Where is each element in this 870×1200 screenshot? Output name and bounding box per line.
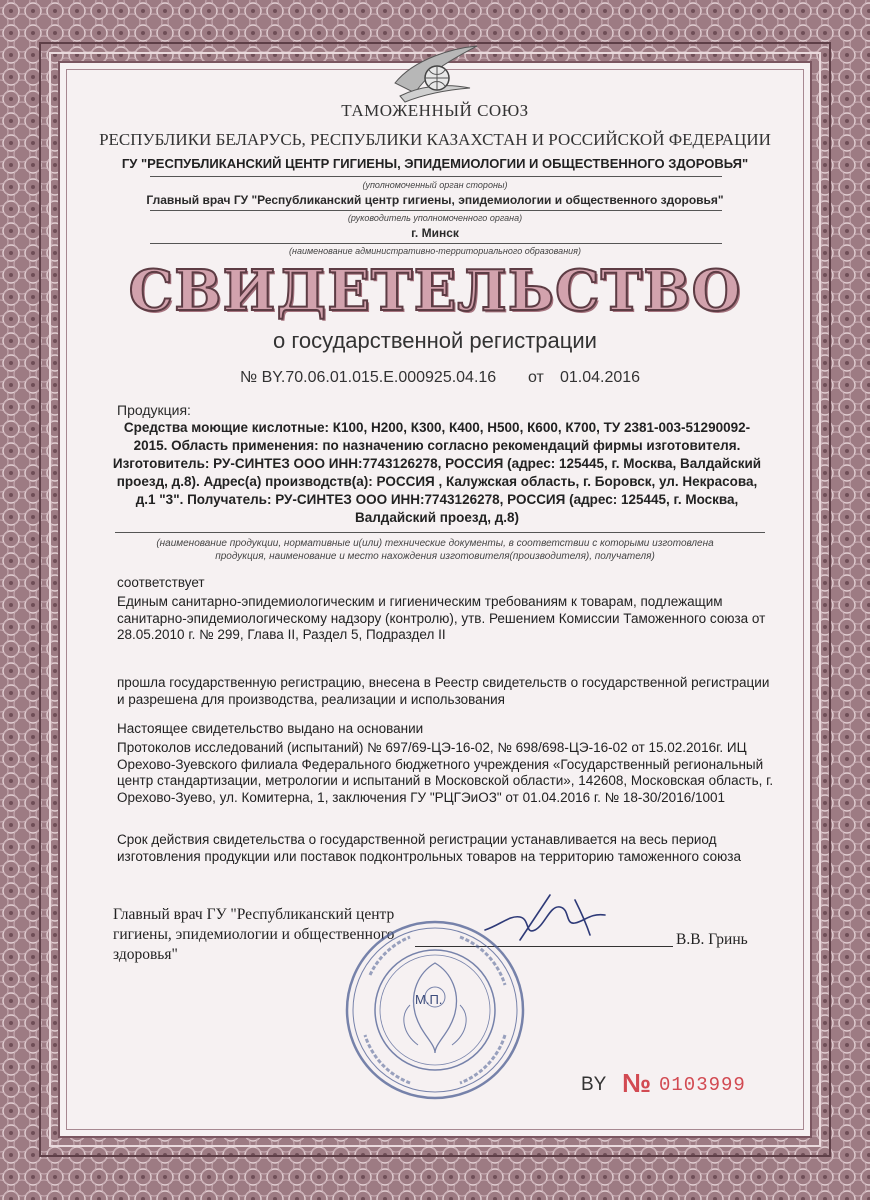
- basis-label: Настоящее свидетельство выдано на основании: [117, 721, 424, 736]
- republics-line: РЕСПУБЛИКИ БЕЛАРУСЬ, РЕСПУБЛИКИ КАЗАХСТАН И РОССИЙСКОЙ ФЕДЕРАЦИИ: [99, 130, 771, 149]
- authority-underline: [150, 176, 722, 177]
- serial-number-sign: №: [622, 1068, 651, 1098]
- customs-union-emblem-icon: [385, 38, 485, 108]
- signatory-title: Главный врач ГУ "Республиканский центр гигиены, эпидемиологии и общественного здоровья": [113, 906, 395, 963]
- product-label: Продукция:: [117, 402, 191, 418]
- handwritten-signature: [480, 885, 630, 945]
- product-description: Средства моющие кислотные: К100, Н200, К300, К400, Н500, К600, К700, ТУ 2381-003-51290092-2015. Область применения: по назначению согласно рекомендаций фирмы изготовителя. Изготовитель: РУ-СИНТЕЗ ООО ИНН:7743126278, РОССИЯ (адрес: 125445, г. Москва, Валдайский проезд, д.8). Адрес(а) производств(а): РОССИЯ , Калужская область, г. Боровск, ул. Некрасова, д.1 "3". Получатель: РУ-СИНТЕЗ ООО ИНН:7743126278, РОССИЯ (адрес: 125445, г. Москва, Валдайский проезд, д.8): [112, 420, 762, 525]
- head-doctor-caption: (руководитель уполномоченного органа): [347, 213, 523, 223]
- city-caption: (наименование административно-территориального образования): [289, 246, 581, 256]
- product-caption: (наименование продукции, нормативные и(или) технические документы, в соответствии с которыми изготовлена продукция, наименование и место нахождения изготовителя(производителя), получателя): [156, 538, 714, 562]
- basis-text: Протоколов исследований (испытаний) № 697/69-ЦЭ-16-02, № 698/698-ЦЭ-16-02 от 15.02.2016г. ИЦ Орехово-Зуевского филиала Федерального бюджетного учреждения «Государственный региональный центр стандартизации, метрологии и испытаний в Московской области», 142608, Московская область, г. Орехово-Зуево, ул. Комитерна, 1, заключения ГУ "РЦГЭиОЗ" от 01.04.2016 г. № 18-30/2016/1001: [117, 740, 774, 805]
- certificate-title: СВИДЕТЕЛЬСТВО: [128, 258, 742, 324]
- serial-country-code: BY: [581, 1074, 607, 1095]
- certificate-subtitle: о государственной регистрации: [273, 328, 597, 353]
- stamp-label: М.П.: [415, 992, 443, 1007]
- union-title: ТАМОЖЕННЫЙ СОЮЗ: [341, 101, 529, 120]
- serial-number: 0103999: [659, 1074, 746, 1096]
- certificate-number: № BY.70.06.01.015.Е.000925.04.16: [240, 369, 497, 386]
- registration-status-text: прошла государственную регистрацию, внесена в Реестр свидетельств о государственной регистрации и разрешена для производства, реализации и использования: [117, 675, 770, 707]
- head-doctor-line: Главный врач ГУ "Республиканский центр гигиены, эпидемиологии и общественного здоровья": [146, 193, 724, 207]
- validity-text: Срок действия свидетельства о государственной регистрации устанавливается на весь период изготовления продукции или поставок подконтрольных товаров на территорию таможенного союза: [117, 832, 741, 864]
- head-doctor-underline: [150, 210, 722, 211]
- requirements-text: Единым санитарно-эпидемиологическим и гигиеническим требованиям к товарам, подлежащим санитарно-эпидемиологическому надзору (контролю), утв. Решением Комиссии Таможенного союза от 28.05.2010 г. № 299, Глава II, Раздел 5, Подраздел II: [117, 594, 766, 642]
- city-line: г. Минск: [411, 226, 459, 240]
- certificate-date: 01.04.2016: [560, 369, 641, 386]
- product-underline: [115, 532, 765, 533]
- signatory-name: В.В. Гринь: [676, 931, 748, 948]
- certificate-date-prefix: от: [528, 369, 544, 386]
- authority-name: ГУ "РЕСПУБЛИКАНСКИЙ ЦЕНТР ГИГИЕНЫ, ЭПИДЕМИОЛОГИИ И ОБЩЕСТВЕННОГО ЗДОРОВЬЯ": [121, 156, 749, 171]
- city-underline: [150, 243, 722, 244]
- authority-caption: (уполномоченный орган стороны): [362, 180, 508, 190]
- complies-label: соответствует: [117, 575, 205, 590]
